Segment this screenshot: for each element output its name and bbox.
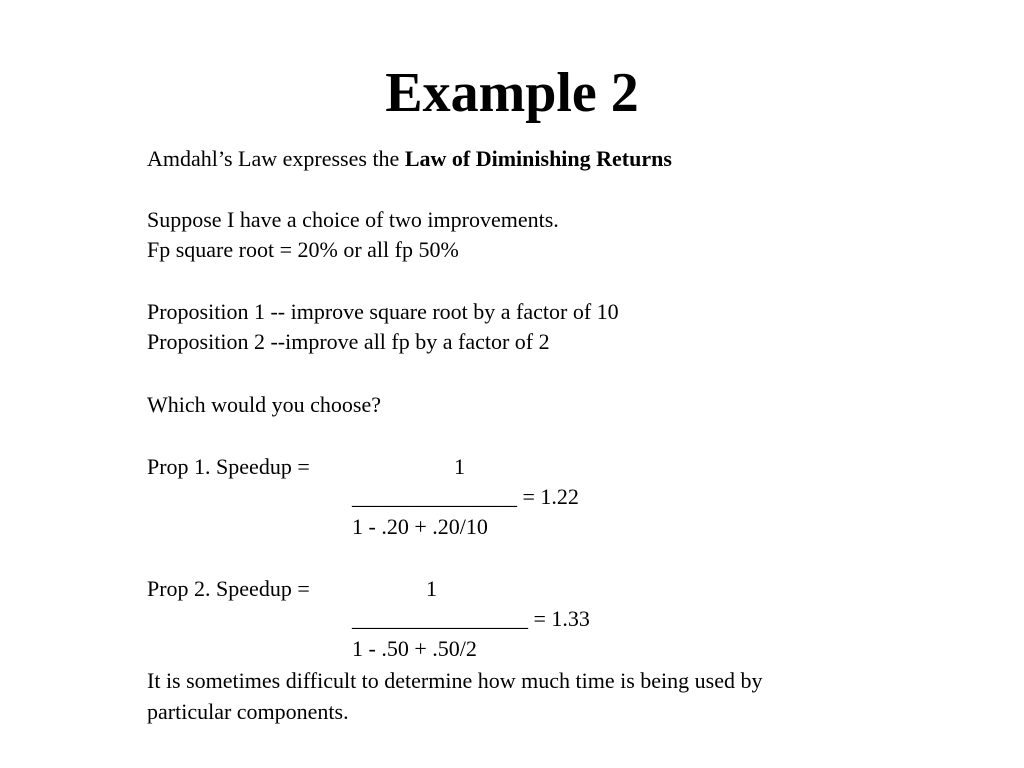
prop2-fraction-bar-result: ________________ = 1.33 — [352, 606, 590, 631]
proposition-1-line: Proposition 1 -- improve square root by a factor of 10 — [147, 299, 619, 324]
proposition-2-line: Proposition 2 --improve all fp by a factor of 2 — [147, 329, 550, 354]
prop2-numerator: 1 — [426, 576, 437, 601]
prop1-fraction-bar-result: _______________ = 1.22 — [352, 484, 579, 509]
prop1-numerator: 1 — [454, 454, 465, 479]
intro-prefix: Amdahl’s Law expresses the — [147, 146, 405, 171]
conclusion-line-1: It is sometimes difficult to determine how much time is being used by — [147, 668, 763, 693]
slide-title: Example 2 — [385, 62, 639, 124]
intro-line — [147, 144, 672, 174]
choice-line: Suppose I have a choice of two improvements. — [147, 207, 559, 232]
prop2-denominator: 1 - .50 + .50/2 — [352, 636, 477, 661]
prop1-denominator: 1 - .20 + .20/10 — [352, 514, 488, 539]
prop1-speedup-label: Prop 1. Speedup = — [147, 454, 310, 479]
question-line: Which would you choose? — [147, 392, 381, 417]
fractions-line: Fp square root = 20% or all fp 50% — [147, 237, 459, 262]
conclusion-line-2: particular components. — [147, 699, 349, 724]
intro-emphasis: Law of Diminishing Returns — [404, 146, 672, 171]
prop2-speedup-label: Prop 2. Speedup = — [147, 576, 310, 601]
